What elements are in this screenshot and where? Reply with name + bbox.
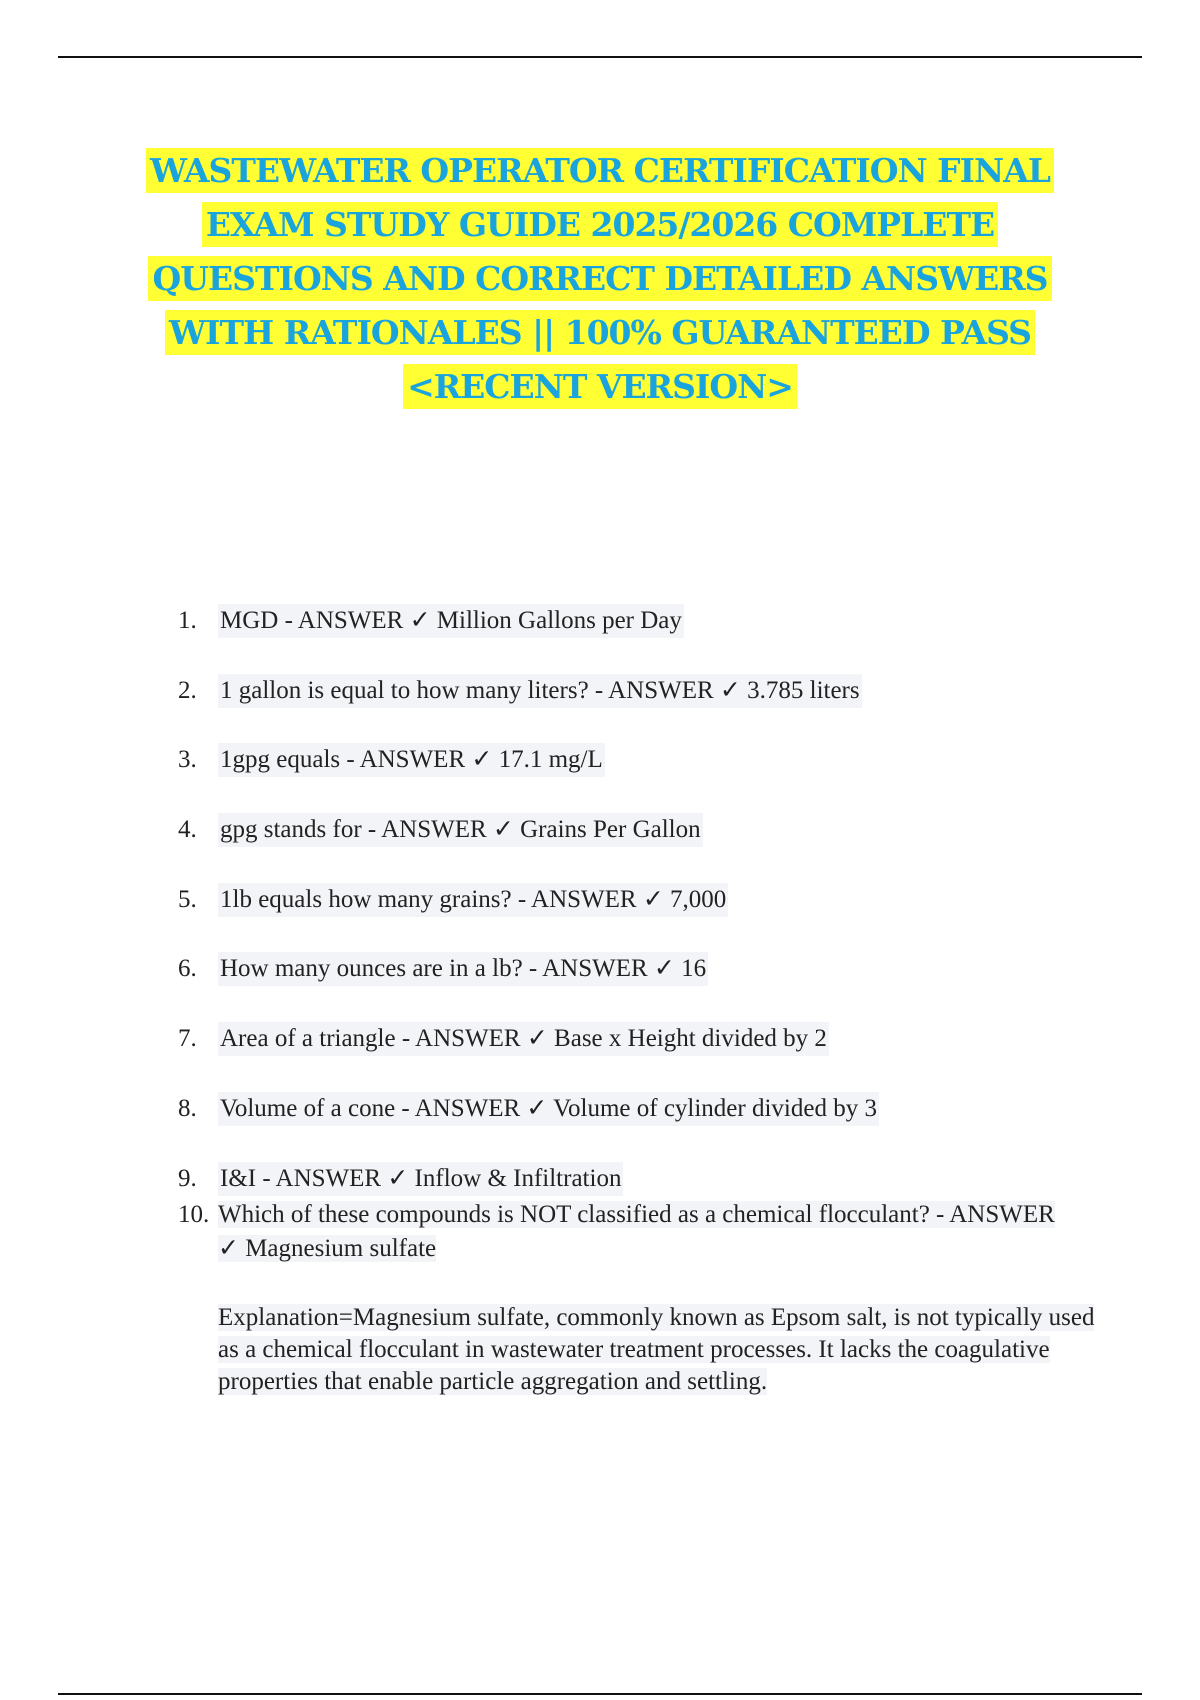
item-number: 5. <box>178 886 197 913</box>
item-number: 1. <box>178 607 197 634</box>
item-number: 9. <box>178 1165 197 1192</box>
item-number: 6. <box>178 955 197 982</box>
item-number: 7. <box>178 1025 197 1052</box>
item-text: How many ounces are in a lb? - ANSWER ✓ 16 <box>218 952 708 986</box>
item-text: 1lb equals how many grains? - ANSWER ✓ 7,000 <box>218 883 728 917</box>
explanation-text: Explanation=Magnesium sulfate, commonly known as Epsom salt, is not typically used as a chemical flocculant in wastewater treatment processes. It lacks the coagulative properties that enable particle aggregation and settling. <box>218 1304 1095 1395</box>
item-number: 10. <box>178 1201 210 1228</box>
document-title: WASTEWATER OPERATOR CERTIFICATION FINAL EXAM STUDY GUIDE 2025/2026 COMPLETE QUESTIONS AND CORRECT DETAILED ANSWERS WITH RATIONALES || 100% GUARANTEED PASS <RECENT VERSION> <box>146 148 1054 409</box>
item-text: gpg stands for - ANSWER ✓ Grains Per Gallon <box>218 813 703 847</box>
item-text: Volume of a cone - ANSWER ✓ Volume of cylinder divided by 3 <box>218 1092 879 1126</box>
item-number: 3. <box>178 746 197 773</box>
item-text: 1 gallon is equal to how many liters? - ANSWER ✓ 3.785 liters <box>218 674 862 708</box>
item-number: 4. <box>178 816 197 843</box>
item-text: Area of a triangle - ANSWER ✓ Base x Height divided by 2 <box>218 1022 829 1056</box>
item-text-content: Which of these compounds is NOT classified as a chemical flocculant? - ANSWER ✓ Magnesium sulfate <box>218 1201 1055 1262</box>
explanation-paragraph <box>218 1302 1098 1398</box>
item-text: MGD - ANSWER ✓ Million Gallons per Day <box>218 604 684 638</box>
item-number: 8. <box>178 1095 197 1122</box>
item-text: 1gpg equals - ANSWER ✓ 17.1 mg/L <box>218 743 605 777</box>
item-number: 2. <box>178 677 197 704</box>
item-text: I&I - ANSWER ✓ Inflow & Infiltration <box>218 1162 623 1196</box>
footer-rule <box>58 1693 1142 1695</box>
item-text <box>218 1198 1078 1266</box>
